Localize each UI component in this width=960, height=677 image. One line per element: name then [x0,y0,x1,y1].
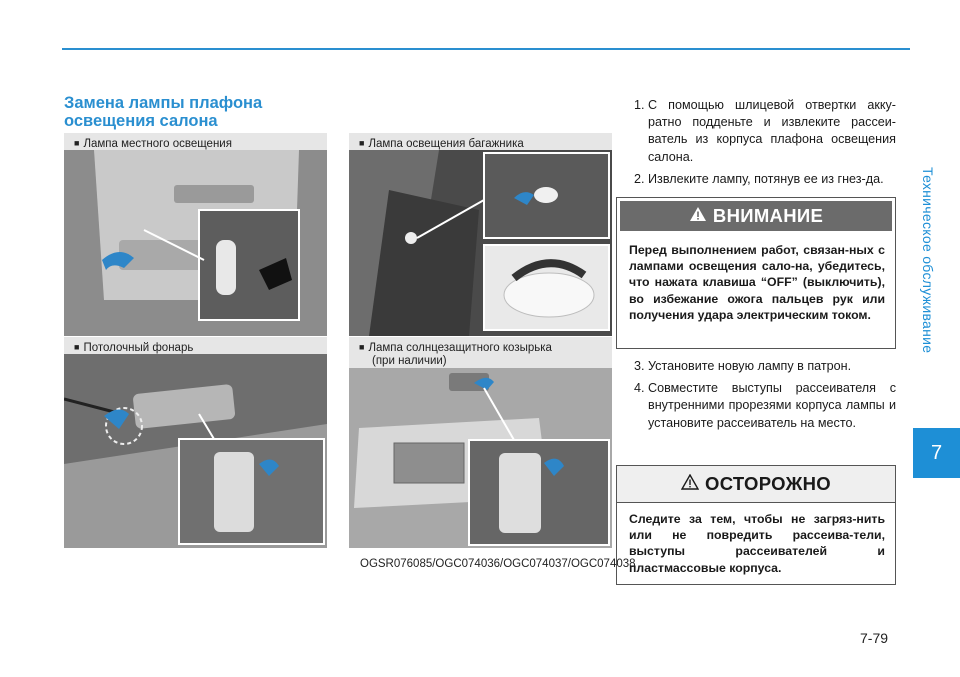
figure-caption: ■ Потолочный фонарь [64,337,327,358]
step-item: 1. С помощью шлицевой отвертки акку-ратно подденьте и извлеките рассеи-ватель из корпуса плафона освещения салона. [634,98,896,164]
steps-bottom [634,358,896,432]
top-rule [62,48,910,50]
chapter-side-title: Техническое обслуживание [920,166,936,354]
figure-map-lamp [64,133,327,336]
figure-caption: ■ Лампа местного освещения [64,133,327,154]
caution-text: Следите за тем, чтобы не загряз-нить или не повредить рассеива-тели, выступы рассеивателей и пластмассовые корпуса. [629,512,885,575]
step-item: 3. Установите новую лампу в патрон. [634,359,852,373]
figure-cargo-lamp [349,133,612,336]
warning-box [616,197,896,349]
step-item: 4. Совместите выступы рассеивателя с внутренними прорезями корпуса лампы и установите рассеиватель на место. [634,381,896,430]
figure-caption: ■ Лампа солнцезащитного козырька (при наличии) [349,337,612,371]
page-number: 7-79 [860,630,889,646]
map-lamp-photo [64,150,327,336]
step-item: 2. Извлеките лампу, потянув ее из гнез-да. [634,171,884,186]
cargo-lamp-photo [349,150,612,336]
figure-dome-lamp [64,337,327,548]
warning-triangle-icon [689,205,707,227]
steps-top [634,97,896,188]
dome-lamp-photo [64,354,327,548]
warning-header: ВНИМАНИЕ [620,201,892,231]
figure-caption: ■ Лампа освещения багажника [349,133,612,154]
caution-triangle-icon [681,473,699,495]
caution-box [616,465,896,585]
caution-header: ОСТОРОЖНО [617,466,895,503]
warning-text: Перед выполнением работ, связан-ных с лампами освещения сало-на, убедитесь, что нажата клавиша “OFF” (выключить), во избежание ожога пальцев рук или получения удара электрическим током. [629,243,885,322]
figure-vanity-lamp [349,337,612,548]
image-code: OGSR076085/OGC074036/OGC074037/OGC074038 [360,558,636,570]
chapter-tab: 7 [913,428,960,478]
vanity-lamp-photo [349,368,612,548]
section-title: Замена лампы плафона освещения салона [64,94,263,130]
